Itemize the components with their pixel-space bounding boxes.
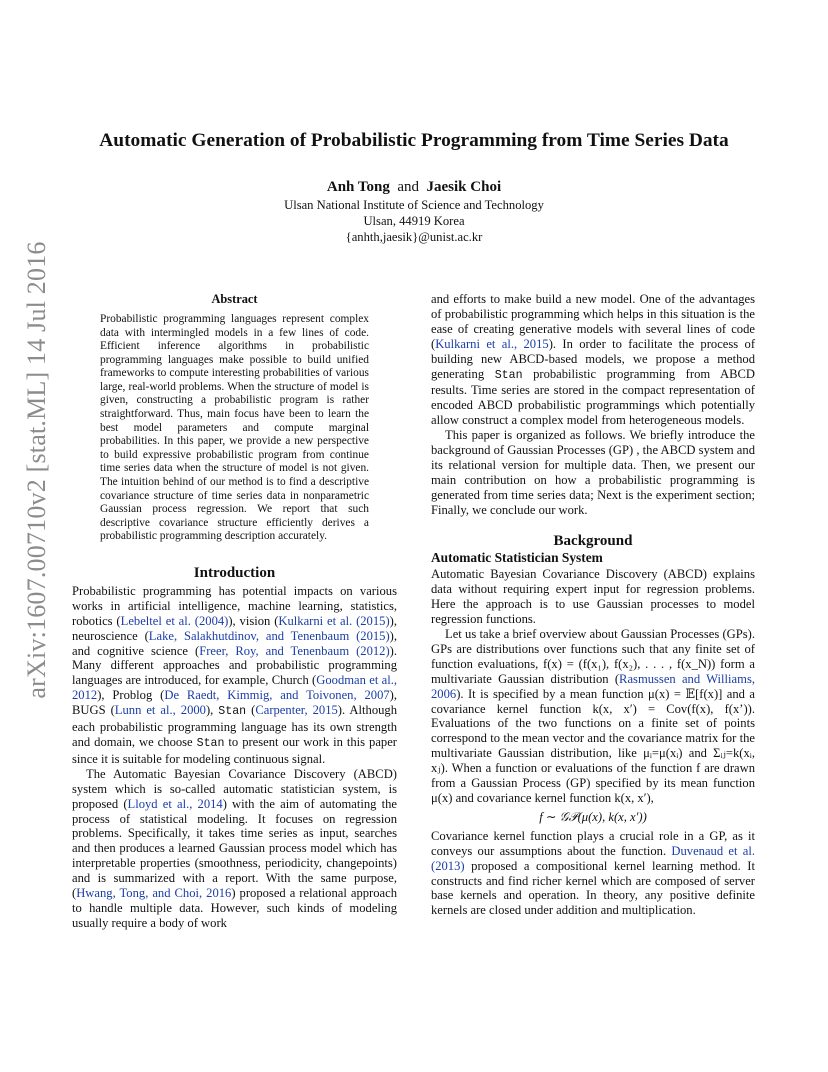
citation-link[interactable]: Lunn et al., 2000: [114, 703, 206, 718]
citation-link[interactable]: Freer, Roy, and Tenenbaum (2012): [199, 643, 390, 658]
introduction-heading: Introduction: [193, 565, 276, 581]
author-2: Jaesik Choi: [426, 179, 502, 195]
right-paragraph-2: This paper is organized as follows. We briefly introduce the background of Gaussian Processes (GP) , the ABCD system and its relational version for multiple data. Then, we present our main contribution on how a probabilistic programming is generated from time series data; Next is the experiment section; Finally, we conclude our work.: [431, 428, 755, 517]
arxiv-id: arXiv:1607.00710v2 [stat.ML] 14 Jul 2016: [22, 241, 51, 699]
affiliation-email: {anhth,jaesik}@unist.ac.kr: [345, 230, 483, 244]
citation-link[interactable]: De Raedt, Kimmig, and Toivonen, 2007: [164, 688, 390, 703]
author-conjunction: and: [397, 179, 420, 195]
code-stan: Stan: [196, 736, 225, 750]
citation-link[interactable]: Carpenter, 2015: [255, 703, 338, 718]
intro-paragraph-1: Probabilistic programming has potential impacts on various works in artificial intelligence, machine learning, statistics, robotics (Lebeltel et al. (2004)), vision (Kulkarni et al. (2015)), neuroscience (Lake, Salakhutdinov, and Tenenbaum (2015)), and cognitive science (Freer, Roy, and Tenenbaum (2012)). Many different approaches and probabilistic programming languages are introduced, for example, Church (Goodman et al., 2012), Problog (De Raedt, Kimmig, and Toivonen, 2007), BUGS (Lunn et al., 2000), Stan (Carpenter, 2015). Although each probabilistic programming language has its own strength and domain, we choose Stan to present our work in this paper since it is suitable for modeling continuous signal.: [72, 583, 398, 766]
citation-link[interactable]: Kulkarni et al. (2015): [278, 613, 390, 628]
citation-link[interactable]: Lebeltel et al. (2004): [120, 613, 229, 628]
affiliation: [60, 197, 768, 245]
left-column: [72, 292, 397, 931]
affiliation-institution: Ulsan National Institute of Science and Technology: [284, 198, 544, 212]
intro-paragraph-2: The Automatic Bayesian Covariance Discovery (ABCD) system which is so-called automatic statistician system, is proposed (Lloyd et al., 2014) with the aim of automating the process of statistical modeling. It focuses on regression problems. Specifically, it takes time series as input, searches and then produces a learned Gaussian process model which has interpretable properties (smoothness, periodicity, changepoints) and is summarized with a report. With the same purpose, (Hwang, Tong, and Choi, 2016) proposed a relational approach to handle multiple data. However, such kinds of modeling usually require a body of work: [72, 766, 397, 930]
paper-title: Automatic Generation of Probabilistic Programming from Time Series Data: [99, 130, 729, 151]
affiliation-address: Ulsan, 44919 Korea: [363, 214, 465, 228]
background-paragraph-3: Covariance kernel function plays a crucial role in a GP, as it conveys our assumptions about the function. Duvenaud et al. (2013) proposed a compositional kernel learning method. It constructs and find richer kernel which are composed of server base kernels and operation. In theory, any positive definite kernels are closed under addition and multiplication.: [431, 828, 755, 918]
code-stan: Stan: [218, 705, 247, 719]
citation-link[interactable]: Goodman et al., 2012: [72, 673, 397, 703]
author-1: Anh Tong: [326, 179, 390, 195]
authors: [60, 179, 768, 196]
abstract-text: Probabilistic programming languages represent complex data with intermingled models in a few lines of code. Efficient inference algorithms in probabilistic programming languages make possible to build unified frameworks to compute interesting probabilities of various large, real-world problems. When the structure of model is given, constructing a probabilistic program is rather straightforward. Thus, main focus have been to learn the best model parameters and compute marginal probabilities. In this paper, we provide a new perspective to build expressive probabilistic program from continue time series data when the structure of model is not given. The intuition behind of our method is to find a descriptive covariance structure of time series data in nonparametric Gaussian process regression. We report that such descriptive covariance structure efficiently derives a probabilistic programming description accurately.: [100, 312, 369, 543]
arxiv-watermark: [14, 241, 60, 699]
background-heading: Background: [553, 532, 633, 549]
automatic-statistician-heading: Automatic Statistician System: [431, 549, 603, 565]
citation-link[interactable]: Rasmussen and Williams, 2006: [431, 671, 755, 701]
citation-link[interactable]: Duvenaud et al. (2013): [431, 843, 755, 873]
gp-equation: f ∼ 𝒢𝒫(μ(x), k(x, x′)): [539, 809, 647, 824]
right-paragraph-1: and efforts to make build a new model. One of the advantages of probabilistic programming which helps in this situation is the ease of creating generative models with several lines of code (Kulkarni et al., 2015). In order to facilitate the process of building new ABCD-based models, we propose a method generating Stan probabilistic programming from ABCD results. Time series are stored in the compact representation of encoded ABCD probabilistic programmings which potentially allow construct a complex model from heterogeneous models.: [431, 292, 756, 428]
citation-link[interactable]: Kulkarni et al., 2015: [435, 336, 549, 351]
right-column: [431, 292, 755, 918]
code-stan: Stan: [494, 368, 523, 382]
background-paragraph-1: Automatic Bayesian Covariance Discovery (ABCD) explains data without requiring expert input for regression problems. Here the approach is to use Gaussian processes to model regression functions.: [431, 567, 755, 627]
citation-link[interactable]: Lake, Salakhutdinov, and Tenenbaum (2015): [148, 628, 390, 643]
abstract-heading: Abstract: [211, 292, 258, 306]
citation-link[interactable]: Hwang, Tong, and Choi, 2016: [76, 886, 232, 901]
background-paragraph-2: Let us take a brief overview about Gaussian Processes (GPs). GPs are distributions over functions such that any finite set of function evaluations, f(x) = (f(x₁), f(x₂), . . . , f(x_N)) form a multivariate Gaussian distribution (Rasmussen and Williams, 2006). It is specified by a mean function μ(x) = 𝔼[f(x)] and a covariance kernel function k(x, x′) = Cov(f(x), f(x’)). Evaluations of the two functions on a finite set of points correspond to the mean vector and the covariance matrix for the multivariate Gaussian distribution, like μᵢ=μ(xᵢ) and Σᵢⱼ=k(xᵢ, xⱼ). When a function or evaluations of the function f are drawn from a Gaussian Process (GP) specified by its mean function μ(x) and covariance kernel function k(x, x′),: [431, 627, 755, 805]
citation-link[interactable]: Lloyd et al., 2014: [127, 796, 223, 811]
